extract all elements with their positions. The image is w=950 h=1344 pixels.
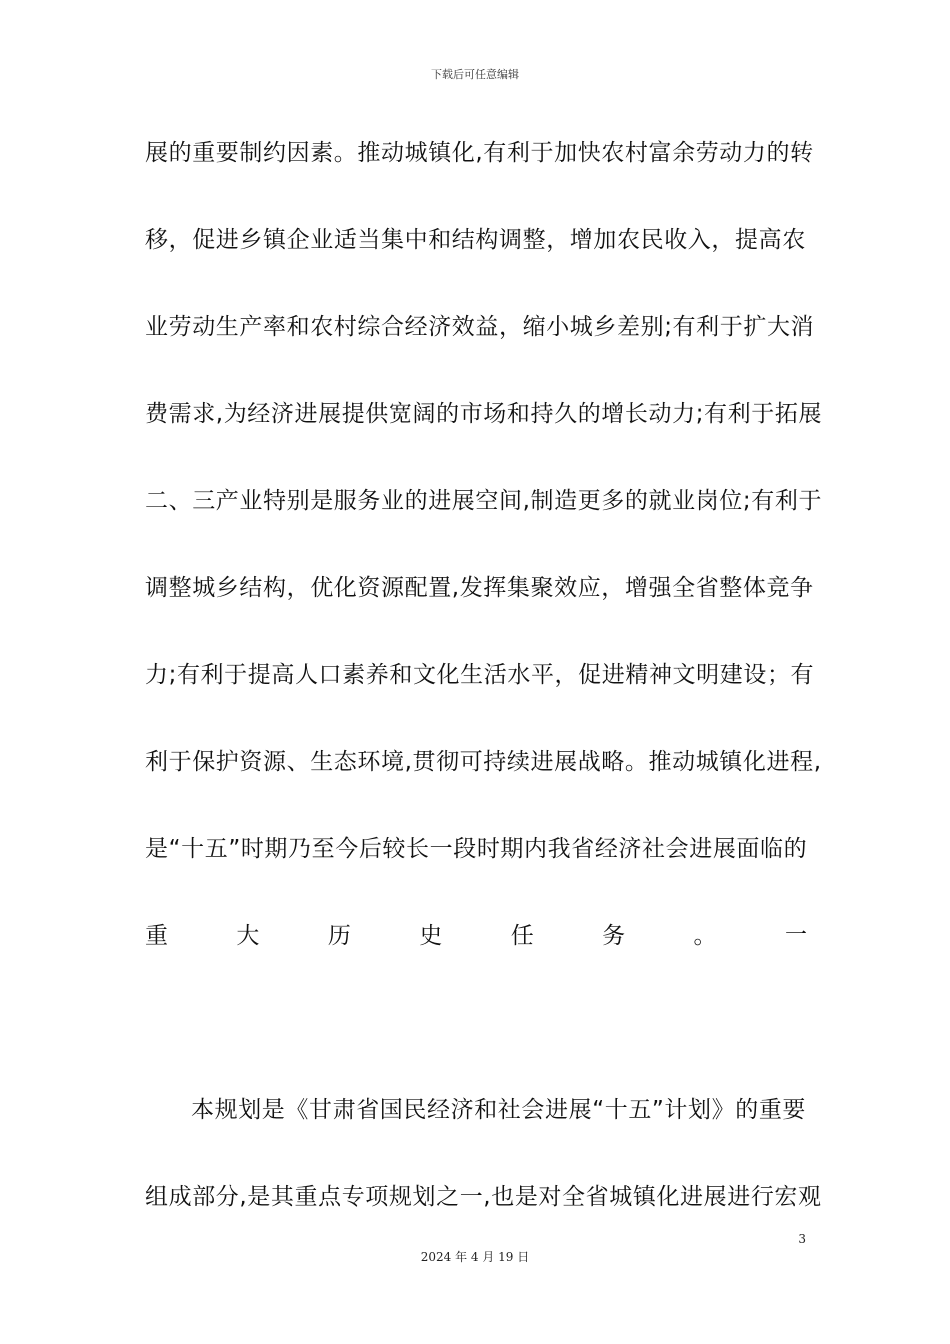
spread-char: 重 (145, 923, 168, 949)
spread-char: 任 (510, 923, 534, 949)
body-line: 利于保护资源、生态环境,贯彻可持续进展战略。推动城镇化进程, (145, 749, 822, 775)
spread-char: 务 (602, 923, 626, 949)
spread-char: 。 (693, 923, 717, 949)
body-line: 费需求,为经济进展提供宽阔的市场和持久的增长动力;有利于拓展 (145, 401, 823, 427)
body-line: 是“十五”时期乃至今后较长一段时期内我省经济社会进展面临的 (145, 836, 808, 862)
spread-line (145, 921, 807, 951)
section-marker: 一 (784, 923, 807, 948)
body-line: 力;有利于提高人口素养和文化生活水平，促进精神文明建设；有 (145, 662, 815, 688)
spread-char: 史 (419, 923, 443, 949)
body-line: 调整城乡结构，优化资源配置,发挥集聚效应，增强全省整体竞争 (145, 575, 814, 601)
spread-char: 大 (236, 923, 260, 949)
page-header: 下载后可任意编辑 (431, 68, 519, 81)
page-number: 3 (798, 1232, 806, 1246)
body-line: 二、三产业特别是服务业的进展空间,制造更多的就业岗位;有利于 (145, 488, 823, 514)
body-line: 展的重要制约因素。推动城镇化,有利于加快农村富余劳动力的转 (145, 140, 814, 166)
paragraph-line: 组成部分,是其重点专项规划之一,也是对全省城镇化进展进行宏观 (145, 1184, 822, 1210)
body-line: 业劳动生产率和农村综合经济效益，缩小城乡差别;有利于扩大消 (145, 314, 815, 340)
spread-char: 历 (327, 923, 351, 949)
paragraph-line: 本规划是《甘肃省国民经济和社会进展“十五”计划》的重要 (191, 1097, 807, 1123)
body-line: 移，促进乡镇企业适当集中和结构调整，增加农民收入，提高农 (145, 227, 806, 253)
footer-date: 2024 年 4 月 19 日 (420, 1250, 530, 1264)
